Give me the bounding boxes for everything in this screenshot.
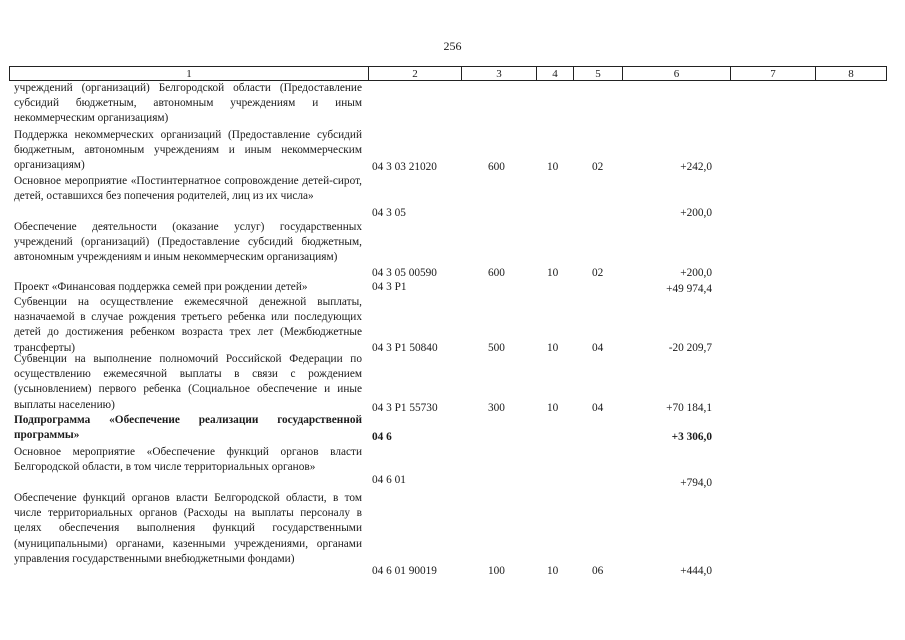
row-description: Проект «Финансовая поддержка семей при рождении детей» [14, 281, 308, 293]
row-sum: +794,0 [680, 477, 712, 489]
header-col-2: 2 [369, 67, 462, 80]
row-code: 04 3 05 00590 [372, 267, 437, 279]
row-sum: +49 974,4 [666, 283, 712, 295]
header-col-5: 5 [574, 67, 623, 80]
row-code: 04 3 P1 55730 [372, 402, 438, 414]
row-subsection: 04 [592, 402, 604, 414]
row-section: 10 [547, 342, 559, 354]
row-sum: +444,0 [680, 565, 712, 577]
row-subsection: 02 [592, 267, 604, 279]
row-subsection: 02 [592, 161, 604, 173]
row-expense-type: 600 [488, 161, 505, 173]
row-section: 10 [547, 565, 559, 577]
row-section: 10 [547, 402, 559, 414]
row-description: Основное мероприятие «Постинтернатное сопровождение детей-сирот, детей, оставшихся без попечения родителей, лиц из их числа» [14, 175, 362, 203]
row-sum: +242,0 [680, 161, 712, 173]
row-subsection: 04 [592, 342, 604, 354]
row-code: 04 3 05 [372, 207, 406, 219]
header-col-3: 3 [462, 67, 537, 80]
row-code: 04 3 P1 50840 [372, 342, 438, 354]
row-subsection: 06 [592, 565, 604, 577]
row-code: 04 3 P1 [372, 281, 407, 293]
row-description: Субвенции на выполнение полномочий Российской Федерации по осуществлению ежемесячной выплаты в связи с рождением (усыновлением) первого ребенка (Социальное обеспечение и иные выплаты населению) [14, 353, 362, 411]
row-description: Подпрограмма «Обеспечение реализации государственной программы» [14, 414, 362, 442]
row-sum: +70 184,1 [666, 402, 712, 414]
row-expense-type: 100 [488, 565, 505, 577]
row-description: Основное мероприятие «Обеспечение функций органов власти Белгородской области, в том числе территориальных органов» [14, 446, 362, 474]
header-col-6: 6 [623, 67, 731, 80]
row-code: 04 3 03 21020 [372, 161, 437, 173]
row-section: 10 [547, 267, 559, 279]
row-description: Обеспечение функций органов власти Белгородской области, в том числе территориальных органов (Расходы на выплаты персоналу в целях обеспечения выполнения функций государственными (муниципальными) органами, казенными учреждениями, органами управления государственными внебюджетными фондами) [14, 492, 362, 565]
header-col-4: 4 [537, 67, 574, 80]
header-col-1: 1 [10, 67, 369, 80]
row-sum: +3 306,0 [671, 431, 712, 443]
row-sum: +200,0 [680, 267, 712, 279]
row-description: учреждений (организаций) Белгородской области (Предоставление субсидий бюджетным, автономным учреждениям и иным некоммерческим организациям) [14, 82, 362, 125]
row-section: 10 [547, 161, 559, 173]
row-sum: +200,0 [680, 207, 712, 219]
header-col-7: 7 [731, 67, 816, 80]
row-expense-type: 600 [488, 267, 505, 279]
row-description: Субвенции на осуществление ежемесячной денежной выплаты, назначаемой в случае рождения третьего ребенка или последующих детей до достижения ребенком возраста трех лет (Межбюджетные трансферты) [14, 296, 362, 354]
page-number: 256 [443, 39, 462, 53]
row-description: Обеспечение деятельности (оказание услуг) государственных учреждений (организаций) (Предоставление субсидий бюджетным, автономным учреждениям и иным некоммерческим организациям) [14, 221, 362, 264]
row-code: 04 6 01 [372, 474, 406, 486]
row-code: 04 6 01 90019 [372, 565, 437, 577]
row-description: Поддержка некоммерческих организаций (Предоставление субсидий бюджетным, автономным учреждениям и иным некоммерческим организациям) [14, 129, 362, 172]
header-col-8: 8 [848, 68, 854, 80]
row-expense-type: 300 [488, 402, 505, 414]
row-expense-type: 500 [488, 342, 505, 354]
row-sum: -20 209,7 [668, 342, 712, 354]
table-header-row [9, 66, 887, 81]
row-code: 04 6 [372, 431, 392, 443]
